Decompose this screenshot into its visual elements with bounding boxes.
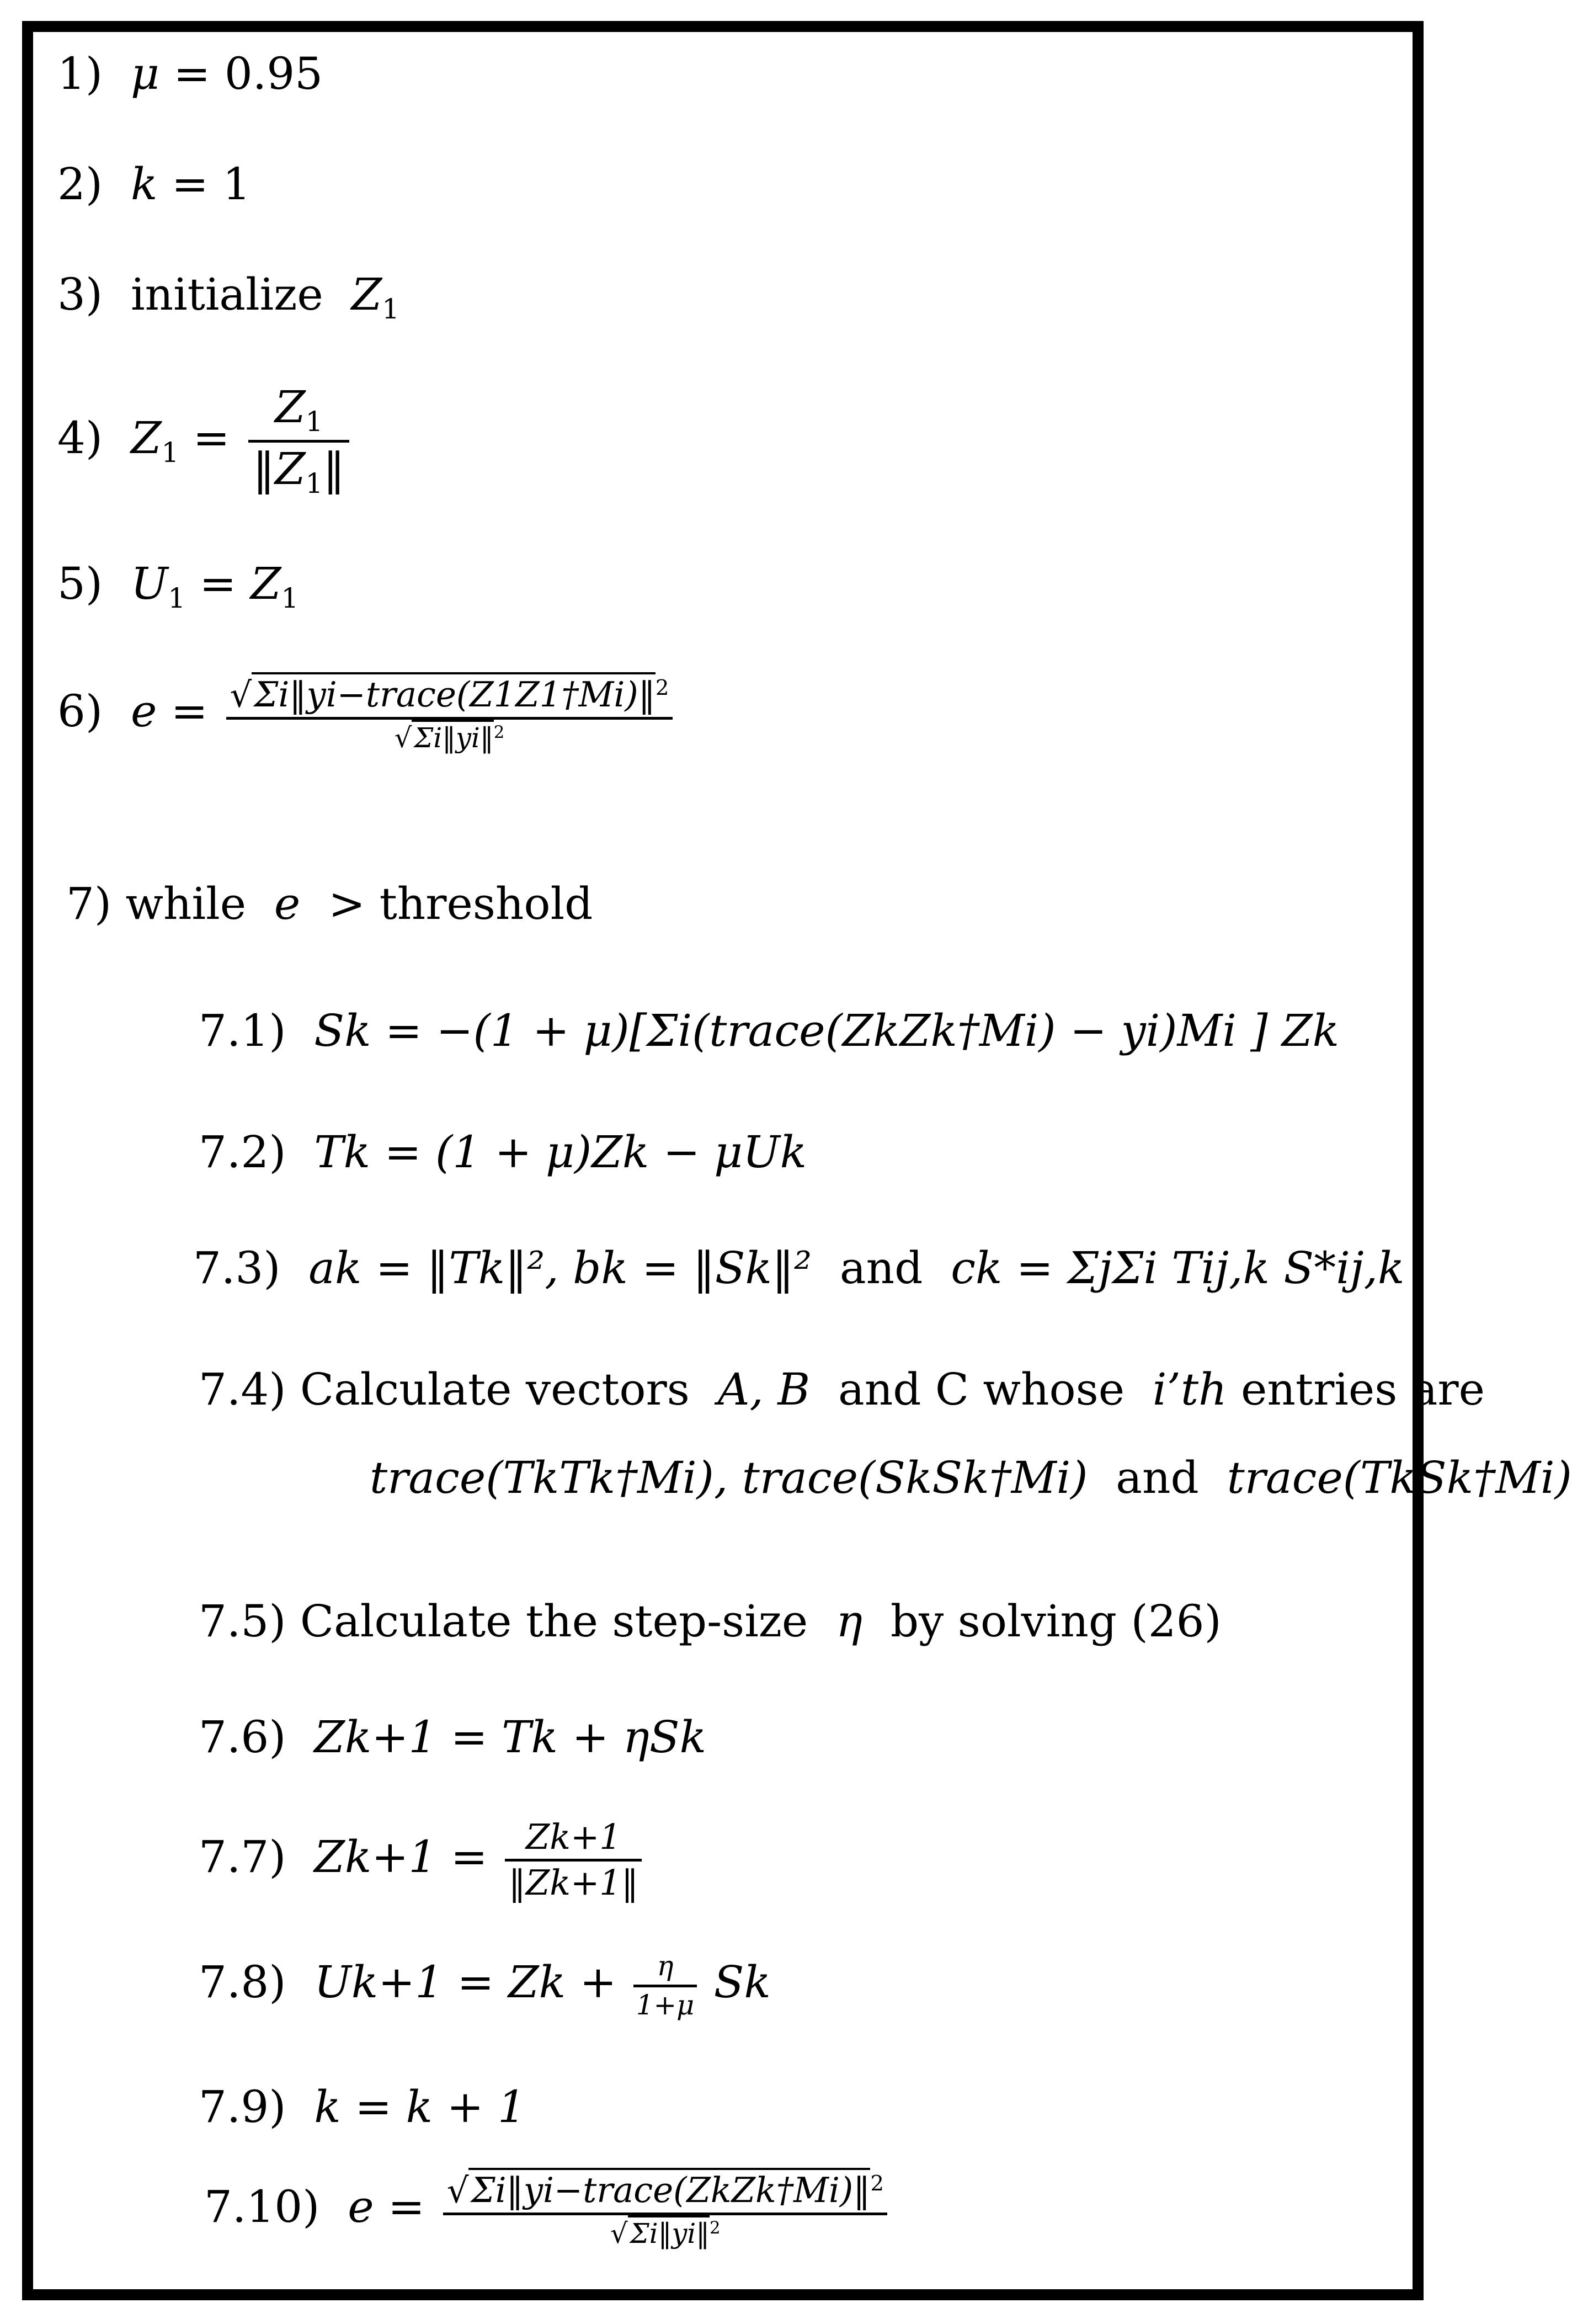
- normalize-fraction: [248, 381, 349, 500]
- step-number: 5): [57, 558, 103, 609]
- equals: =: [450, 1831, 488, 1882]
- step-6: [57, 674, 677, 754]
- k-symbol: k: [130, 158, 158, 210]
- equals: =: [387, 2181, 425, 2233]
- error-fraction: [443, 2170, 887, 2249]
- step-number: 7.1): [199, 1005, 286, 1056]
- increment-expression: k = k + 1: [314, 2081, 526, 2132]
- u-symbol: U: [130, 558, 168, 609]
- superscript: 2: [710, 2217, 721, 2238]
- ith-symbol: i’th: [1152, 1364, 1227, 1415]
- while-word: while: [125, 878, 247, 929]
- subscript: 1: [168, 582, 185, 614]
- step-7-8: [199, 1950, 771, 2021]
- normalize-fraction: [505, 1817, 642, 1903]
- denominator: 1+μ: [636, 1988, 695, 2021]
- step-text: entries are: [1241, 1364, 1485, 1415]
- equals: =: [170, 685, 208, 737]
- numerator: η: [633, 1953, 697, 1987]
- step-4: [57, 381, 354, 500]
- subscript: 1: [305, 467, 323, 500]
- z-next-symbol: Zk+1: [314, 1831, 437, 1882]
- step-2: [57, 158, 251, 210]
- subscript: 1: [161, 436, 179, 469]
- sqrt-sign: √: [230, 674, 252, 715]
- step-7-9: [199, 2081, 526, 2132]
- momentum-expression: Tk = (1 + μ)Zk − μUk: [314, 1126, 807, 1178]
- step-7-2: [199, 1126, 807, 1178]
- subscript: 1: [382, 293, 399, 325]
- numerator: Σi‖yi−trace(Z1Z1†Mi)‖: [252, 672, 656, 715]
- step-number: 7.5): [199, 1596, 286, 1647]
- subscript: 1: [281, 582, 299, 614]
- step-7-6: [199, 1711, 707, 1763]
- step-number: 7.3): [193, 1242, 281, 1294]
- and-word: and: [1116, 1452, 1199, 1503]
- step-number: 6): [57, 685, 103, 737]
- step-7-5: [199, 1596, 1222, 1647]
- z-symbol: Z: [250, 558, 281, 609]
- u-update-expression: Uk+1 = Zk +: [314, 1956, 617, 2008]
- vector-names: A, B: [717, 1364, 811, 1415]
- denominator: Σi‖yi‖: [412, 720, 493, 754]
- step-number: 7.8): [199, 1956, 286, 2008]
- eta-symbol: η: [836, 1596, 863, 1647]
- step-text: Calculate the step-size: [300, 1596, 808, 1647]
- and-word: and: [839, 1242, 923, 1294]
- mu-symbol: μ: [130, 48, 159, 99]
- step-number: 7.7): [199, 1831, 286, 1882]
- step-7-4: [199, 1364, 1485, 1415]
- step-fraction: [633, 1950, 697, 2021]
- step-7-10: [204, 2170, 892, 2249]
- numerator: Zk+1: [505, 1820, 642, 1862]
- numerator: Σi‖yi−trace(ZkZk†Mi)‖: [468, 2168, 870, 2210]
- equals: =: [199, 558, 237, 609]
- step-number: 7.6): [199, 1711, 286, 1763]
- step-7-7: [199, 1817, 646, 1903]
- step-number: 7): [66, 878, 112, 929]
- superscript: 2: [493, 722, 505, 742]
- e-symbol: e: [348, 2181, 374, 2233]
- z-symbol: Z: [351, 269, 382, 320]
- step-number: 7.10): [204, 2181, 320, 2233]
- step-number: 7.2): [199, 1126, 286, 1178]
- sqrt-sign: √: [446, 2170, 469, 2211]
- step-number: 3): [57, 269, 103, 320]
- norm-bar: ‖: [323, 443, 345, 495]
- step-number: 7.9): [199, 2081, 286, 2132]
- subscript: 1: [305, 405, 323, 438]
- inner-product-expression: ck = ΣjΣi Tij,k S*ij,k: [951, 1242, 1405, 1294]
- step-1: [57, 48, 323, 99]
- trace-expressions: trace(TkTk†Mi), trace(SkSk†Mi): [370, 1452, 1088, 1503]
- update-expression: Zk+1 = Tk + ηSk: [314, 1711, 707, 1763]
- step-text: Calculate vectors: [300, 1364, 690, 1415]
- k-value: 1: [222, 158, 251, 210]
- sqrt-sign: √: [610, 2217, 628, 2249]
- z-symbol: Z: [130, 412, 162, 464]
- step-number: 7.4): [199, 1364, 286, 1415]
- initialize-word: initialize: [130, 269, 323, 320]
- e-symbol: e: [274, 878, 301, 929]
- equals: =: [171, 158, 209, 210]
- equals: =: [173, 48, 211, 99]
- error-fraction: [226, 674, 673, 754]
- step-number: 2): [57, 158, 103, 210]
- algorithm-box: [22, 21, 1572, 2300]
- equals: =: [193, 412, 230, 464]
- condition: > threshold: [328, 878, 593, 929]
- trace-expression: trace(TkSk†Mi): [1227, 1452, 1572, 1503]
- step-5: [57, 558, 299, 614]
- e-symbol: e: [130, 685, 157, 737]
- step-3: [57, 269, 399, 325]
- norms-expression: ak = ‖Tk‖², bk = ‖Sk‖²: [308, 1242, 812, 1294]
- sqrt-sign: √: [394, 721, 412, 754]
- step-7-4-line2: [370, 1452, 1572, 1503]
- superscript: 2: [655, 676, 669, 700]
- step-text: and C whose: [838, 1364, 1125, 1415]
- denominator: ‖Zk+1‖: [508, 1863, 639, 1903]
- gradient-expression: Sk = −(1 + μ)[Σi(trace(ZkZk†Mi) − yi)Mi ] Zk: [314, 1005, 1340, 1056]
- step-7-1: [199, 1005, 1340, 1056]
- superscript: 2: [870, 2171, 884, 2196]
- step-number: 4): [57, 412, 103, 464]
- step-number: 1): [57, 48, 103, 99]
- step-7-3: [193, 1242, 1405, 1294]
- step-7: [66, 878, 593, 929]
- mu-value: 0.95: [224, 48, 323, 99]
- s-symbol: Sk: [713, 1956, 771, 2008]
- denominator: ‖Z: [253, 443, 306, 495]
- denominator: Σi‖yi‖: [628, 2215, 710, 2249]
- step-text: by solving (26): [890, 1596, 1222, 1647]
- numerator: Z: [275, 381, 306, 433]
